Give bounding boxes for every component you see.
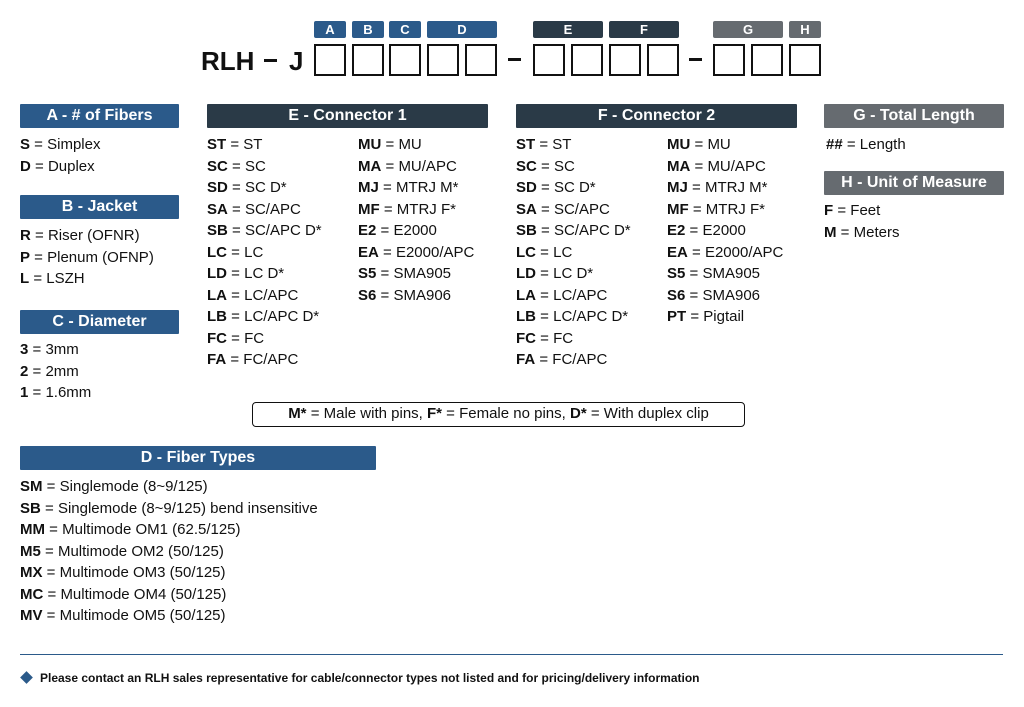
code-description: Simplex [47, 136, 101, 153]
code-list-item [824, 222, 899, 244]
code-label: R [20, 227, 31, 244]
code-equals: = [687, 179, 705, 196]
code-list-item [516, 134, 631, 156]
code-label: LC [207, 243, 227, 261]
code-list-item [20, 519, 318, 541]
code-description: Feet [850, 202, 881, 219]
code-equals: = [28, 384, 46, 401]
code-equals: = [536, 265, 554, 282]
segment-box-f1 [609, 44, 641, 76]
code-description: E2000/APC [395, 243, 475, 261]
code-label: LA [516, 286, 536, 304]
code-label: M5 [20, 542, 41, 560]
section-f-list-2 [667, 134, 783, 328]
segment-box-d1 [427, 44, 459, 76]
code-equals: = [30, 136, 48, 153]
code-label: ST [207, 136, 227, 153]
code-label: SC [516, 157, 537, 175]
code-equals: = [536, 329, 554, 347]
code-equals: = [535, 136, 553, 153]
diamond-bullet-icon [20, 671, 33, 684]
code-label: MJ [358, 179, 379, 196]
code-list-item [667, 199, 783, 221]
code-description: SMA906 [393, 286, 452, 304]
code-equals: = [227, 286, 245, 304]
code-label: S [20, 136, 31, 153]
code-equals: = [536, 200, 554, 218]
section-f-header: F - Connector 2 [516, 104, 797, 128]
segment-tab-b: B [352, 21, 384, 38]
code-label: S6 [358, 286, 377, 304]
code-label: FC [516, 329, 536, 347]
code-description: SMA905 [393, 265, 452, 282]
code-description: 3mm [45, 341, 79, 358]
section-h-list [824, 200, 899, 243]
code-label: LC [516, 243, 536, 261]
part-number-builder [0, 0, 1024, 90]
segment-tab-d: D [427, 21, 497, 38]
code-description: MU [707, 136, 731, 153]
code-description: MTRJ M* [704, 179, 768, 196]
code-list-item [20, 476, 318, 498]
section-e-header: E - Connector 1 [207, 104, 488, 128]
code-equals: = [227, 243, 245, 261]
code-description: Multimode OM2 (50/125) [57, 542, 224, 560]
code-list-item [667, 285, 783, 307]
code-equals: = [227, 265, 245, 282]
code-label: PT [667, 308, 687, 325]
code-label: FC [207, 329, 227, 347]
code-label: MA [667, 157, 691, 175]
code-label: LB [207, 308, 227, 325]
code-equals: = [40, 542, 58, 560]
code-label: MU [667, 136, 691, 153]
code-label: D [20, 157, 31, 175]
code-list-item [207, 242, 322, 264]
code-description: E2000/APC [704, 243, 784, 261]
code-label: M [824, 223, 837, 241]
code-label: MA [358, 157, 382, 175]
code-equals: = [40, 499, 58, 517]
footer-note: Please contact an RLH sales representative for cable/connector types not listed and for pricing/delivery information [40, 671, 700, 685]
segment-box-f2 [647, 44, 679, 76]
code-equals: = [227, 308, 245, 325]
code-list-item [20, 562, 318, 584]
code-equals: = [42, 478, 60, 495]
code-label: 3 [20, 341, 29, 358]
code-label: LB [516, 308, 536, 325]
code-list-item [826, 134, 906, 156]
code-list-item [358, 263, 474, 285]
code-description: SMA905 [702, 265, 761, 282]
code-description: Length [859, 136, 906, 153]
section-g-list [826, 134, 906, 156]
code-equals: = [536, 222, 554, 239]
code-list-item [358, 220, 474, 242]
code-list-item [20, 339, 91, 361]
code-label: 2 [20, 362, 29, 380]
code-description: MTRJ M* [395, 179, 459, 196]
code-description: MU/APC [707, 157, 766, 175]
code-description: Duplex [47, 157, 95, 175]
part-prefix: RLH [201, 46, 255, 76]
code-description: FC [553, 329, 574, 347]
code-label: LA [207, 286, 227, 304]
code-equals: = [378, 179, 396, 196]
code-description: 2mm [45, 362, 79, 380]
code-label: 1 [20, 384, 29, 401]
code-description: Singlemode (8~9/125) bend insensitive [57, 499, 318, 517]
section-e-list-2 [358, 134, 474, 306]
code-description: E2000 [393, 222, 437, 239]
code-equals: = [376, 222, 394, 239]
code-list-item [667, 134, 783, 156]
segment-tab-g: G [713, 21, 783, 38]
segment-tab-e: E [533, 21, 603, 38]
code-description: Multimode OM5 (50/125) [59, 607, 226, 624]
code-list-item [20, 268, 154, 290]
code-list-item [20, 382, 91, 404]
code-description: LC D* [244, 265, 285, 282]
section-g-header: G - Total Length [824, 104, 1004, 128]
code-label: ST [516, 136, 536, 153]
legend-desc-female: = Female no pins, [442, 405, 570, 422]
code-equals: = [536, 286, 554, 304]
segment-box-a [314, 44, 346, 76]
code-equals: = [376, 286, 394, 304]
code-label: F [824, 202, 834, 219]
code-list-item [207, 328, 322, 350]
code-description: LC D* [553, 265, 594, 282]
code-label: EA [667, 243, 688, 261]
code-description: Riser (OFNR) [47, 227, 140, 244]
code-list-item [20, 498, 318, 520]
code-list-item [516, 177, 631, 199]
code-equals: = [227, 179, 245, 196]
code-list-item [20, 584, 318, 606]
code-equals: = [30, 227, 48, 244]
code-description: SC [244, 157, 266, 175]
code-list-item [358, 285, 474, 307]
code-equals: = [687, 243, 705, 261]
code-label: S5 [667, 265, 686, 282]
code-equals: = [686, 308, 704, 325]
code-equals: = [535, 351, 553, 368]
segment-box-g1 [713, 44, 745, 76]
code-equals: = [833, 202, 851, 219]
code-description: Multimode OM1 (62.5/125) [62, 521, 241, 538]
code-label: SD [207, 179, 228, 196]
section-a-header: A - # of Fibers [20, 104, 179, 128]
code-equals: = [30, 157, 48, 175]
code-description: SC/APC [244, 200, 301, 218]
code-equals: = [378, 243, 396, 261]
code-list-item [358, 134, 474, 156]
code-equals: = [536, 157, 554, 175]
code-label: SA [516, 200, 537, 218]
code-description: SC/APC [553, 200, 610, 218]
code-description: Multimode OM3 (50/125) [59, 564, 226, 581]
code-label: MU [358, 136, 382, 153]
code-list-item [358, 156, 474, 178]
code-equals: = [227, 329, 245, 347]
code-description: SC [553, 157, 575, 175]
code-list-item [516, 285, 631, 307]
segment-tab-a: A [314, 21, 346, 38]
code-description: MTRJ F* [705, 200, 765, 218]
code-label: P [20, 248, 31, 266]
segment-box-e1 [533, 44, 565, 76]
code-list-item [358, 199, 474, 221]
segment-tab-c: C [389, 21, 421, 38]
code-label: L [20, 270, 30, 287]
code-label: FA [207, 351, 227, 368]
code-equals: = [43, 585, 61, 603]
code-list-item [667, 177, 783, 199]
code-list-item [516, 263, 631, 285]
code-equals: = [30, 248, 48, 266]
legend-code-male: M* [288, 405, 307, 422]
section-e-list-1 [207, 134, 322, 371]
code-equals: = [536, 243, 554, 261]
code-description: Meters [853, 223, 900, 241]
code-description: SC D* [553, 179, 596, 196]
code-equals: = [45, 521, 63, 538]
code-equals: = [836, 223, 854, 241]
code-equals: = [690, 136, 708, 153]
code-list-item [516, 328, 631, 350]
code-equals: = [28, 362, 46, 380]
part-prefix-letter: J [289, 46, 304, 76]
code-description: MTRJ F* [396, 200, 456, 218]
section-h-header: H - Unit of Measure [824, 171, 1004, 195]
segment-box-b [352, 44, 384, 76]
section-c-list [20, 339, 91, 404]
code-list-item [667, 242, 783, 264]
section-b-header: B - Jacket [20, 195, 179, 219]
section-f-list-1 [516, 134, 631, 371]
code-label: MF [667, 200, 689, 218]
segment-tab-h: H [789, 21, 821, 38]
legend-desc-male: = Male with pins, [306, 405, 427, 422]
code-label: SC [207, 157, 228, 175]
code-list-item [516, 349, 631, 371]
code-list-item [207, 134, 322, 156]
segment-tab-f: F [609, 21, 679, 38]
code-label: SB [516, 222, 537, 239]
code-list-item [516, 242, 631, 264]
code-description: Plenum (OFNP) [47, 248, 154, 266]
footer-divider [20, 654, 1003, 655]
code-label: LD [207, 265, 227, 282]
code-description: SMA906 [702, 286, 761, 304]
code-description: SC/APC D* [244, 222, 322, 239]
code-list-item [207, 199, 322, 221]
code-description: LC [244, 243, 264, 261]
code-list-item [824, 200, 899, 222]
code-equals: = [379, 200, 397, 218]
code-description: SC/APC D* [553, 222, 631, 239]
code-equals: = [227, 157, 245, 175]
code-label: MV [20, 607, 43, 624]
code-list-item [358, 242, 474, 264]
code-label: E2 [358, 222, 377, 239]
code-description: LSZH [46, 270, 85, 287]
code-description: 1.6mm [45, 384, 92, 401]
code-equals: = [842, 136, 860, 153]
code-list-item [516, 306, 631, 328]
code-label: SM [20, 478, 43, 495]
code-list-item [667, 156, 783, 178]
code-description: SC D* [244, 179, 287, 196]
code-list-item [20, 247, 154, 269]
legend-code-duplex: D* [569, 405, 587, 422]
prefix-dash [264, 59, 277, 62]
code-equals: = [42, 607, 60, 624]
section-d-header: D - Fiber Types [20, 446, 376, 470]
code-list-item [20, 134, 100, 156]
code-list-item [20, 156, 100, 178]
code-description: LC/APC [553, 286, 608, 304]
code-list-item [20, 361, 91, 383]
code-label: MX [20, 564, 43, 581]
code-description: FC/APC [552, 351, 608, 368]
code-description: FC/APC [243, 351, 299, 368]
section-b-list [20, 225, 154, 290]
code-label: MJ [667, 179, 688, 196]
code-list-item [516, 156, 631, 178]
code-list-item [207, 306, 322, 328]
code-list-item [516, 220, 631, 242]
code-list-item [667, 263, 783, 285]
code-equals: = [381, 157, 399, 175]
code-equals: = [42, 564, 60, 581]
code-label: SA [207, 200, 228, 218]
code-equals: = [536, 308, 554, 325]
code-label: MM [20, 521, 45, 538]
code-list-item [207, 177, 322, 199]
code-description: ST [243, 136, 263, 153]
code-list-item [667, 306, 783, 328]
code-equals: = [381, 136, 399, 153]
code-list-item [207, 349, 322, 371]
code-equals: = [685, 286, 703, 304]
code-label: SD [516, 179, 537, 196]
segment-dash-2 [689, 58, 702, 61]
code-equals: = [28, 341, 46, 358]
code-label: SB [207, 222, 228, 239]
code-description: LC/APC [244, 286, 299, 304]
code-list-item [516, 199, 631, 221]
segment-box-h [789, 44, 821, 76]
code-list-item [207, 220, 322, 242]
code-description: MU/APC [398, 157, 457, 175]
code-label: E2 [667, 222, 686, 239]
section-c-header: C - Diameter [20, 310, 179, 334]
code-list-item [207, 263, 322, 285]
code-list-item [667, 220, 783, 242]
code-list-item [358, 177, 474, 199]
code-equals: = [688, 200, 706, 218]
code-equals: = [376, 265, 394, 282]
code-equals: = [227, 200, 245, 218]
code-description: Multimode OM4 (50/125) [60, 585, 227, 603]
code-list-item [20, 541, 318, 563]
code-description: Singlemode (8~9/125) [59, 478, 208, 495]
code-label: S6 [667, 286, 686, 304]
code-equals: = [29, 270, 47, 287]
segment-box-g2 [751, 44, 783, 76]
code-label: SB [20, 499, 41, 517]
section-d-list [20, 476, 318, 627]
code-description: ST [552, 136, 572, 153]
legend-note [252, 402, 745, 427]
code-equals: = [685, 265, 703, 282]
legend-code-female: F* [427, 405, 442, 422]
code-label: EA [358, 243, 379, 261]
code-equals: = [226, 351, 244, 368]
section-a-list [20, 134, 100, 177]
code-list-item [207, 156, 322, 178]
code-label: LD [516, 265, 536, 282]
code-label: FA [516, 351, 536, 368]
segment-dash-1 [508, 58, 521, 61]
code-description: LC/APC D* [553, 308, 629, 325]
code-label: MC [20, 585, 44, 603]
code-equals: = [690, 157, 708, 175]
code-description: Pigtail [703, 308, 745, 325]
code-label: S5 [358, 265, 377, 282]
code-description: E2000 [702, 222, 746, 239]
segment-box-d2 [465, 44, 497, 76]
code-equals: = [226, 136, 244, 153]
segment-box-e2 [571, 44, 603, 76]
code-list-item [20, 605, 318, 627]
code-description: FC [244, 329, 265, 347]
code-label: MF [358, 200, 380, 218]
segment-box-c [389, 44, 421, 76]
code-list-item [207, 285, 322, 307]
code-label: ## [826, 136, 843, 153]
legend-desc-duplex: = With duplex clip [586, 405, 709, 422]
code-equals: = [227, 222, 245, 239]
code-description: MU [398, 136, 422, 153]
code-description: LC [553, 243, 573, 261]
code-equals: = [685, 222, 703, 239]
code-equals: = [536, 179, 554, 196]
code-description: LC/APC D* [244, 308, 320, 325]
code-list-item [20, 225, 154, 247]
